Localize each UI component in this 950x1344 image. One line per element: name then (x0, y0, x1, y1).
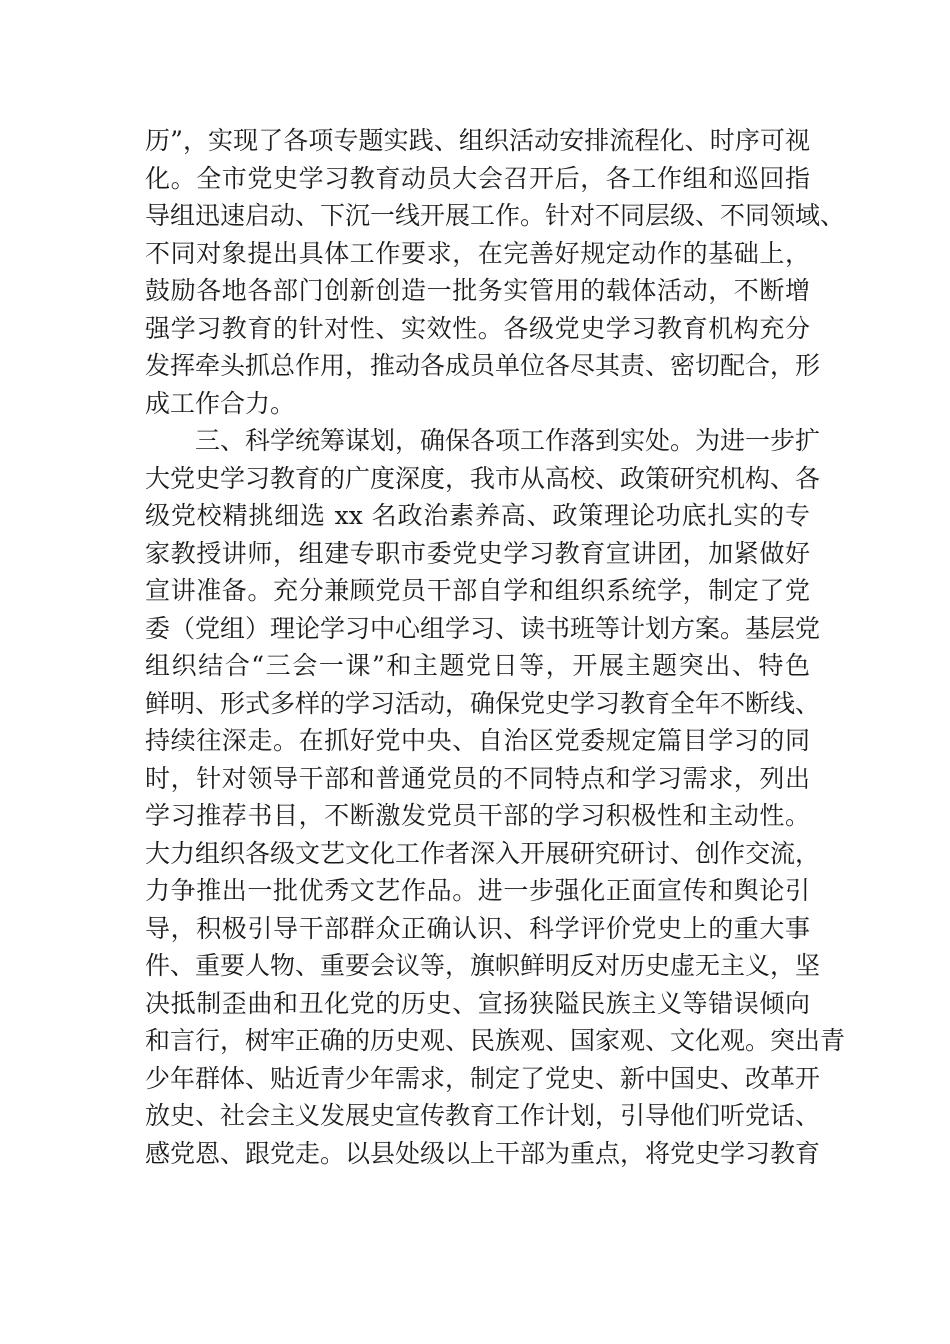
text-line: 委（党组）理论学习中心组学习、读书班等计划方案。基层党 (145, 613, 821, 643)
text-line: 化。全市党史学习教育动员大会召开后，各工作组和巡回指 (145, 163, 810, 193)
text-line: 少年群体、贴近青少年需求，制定了党史、新中国史、改革开 (145, 1063, 821, 1093)
text-line: 和言行，树牢正确的历史观、民族观、国家观、文化观。突出青 (145, 1026, 846, 1055)
text-line: 鼓励各地各部门创新创造一批务实管用的载体活动，不断增 (145, 276, 810, 305)
text-line: 导，积极引导干部群众正确认识、科学评价党史上的重大事 (145, 913, 810, 943)
text-line: 成工作合力。 (145, 388, 296, 418)
text-line: 家教授讲师，组建专职市委党史学习教育宣讲团，加紧做好 (145, 538, 810, 568)
text-line: 力争推出一批优秀文艺作品。进一步强化正面宣传和舆论引 (145, 876, 810, 905)
text-line: 学习推荐书目，不断激发党员干部的学习积极性和主动性。 (145, 801, 810, 830)
section-heading-line: 三、科学统筹谋划，确保各项工作落到实处。为进一步扩 (195, 426, 821, 455)
text-line: 组织结合“三会一课”和主题党日等，开展主题突出、特色 (145, 651, 810, 680)
text-line: 强学习教育的针对性、实效性。各级党史学习教育机构充分 (145, 313, 810, 343)
text-line: 大力组织各级文艺文化工作者深入开展研究研讨、创作交流， (145, 838, 821, 868)
text-line: 放史、社会主义发展史宣传教育工作计划，引导他们听党话、 (145, 1101, 821, 1130)
text-line: 决抵制歪曲和丑化党的历史、宣扬狭隘民族主义等错误倾向 (145, 988, 810, 1018)
text-line: 持续往深走。在抓好党中央、自治区党委规定篇目学习的同 (145, 726, 810, 755)
text-line: 大党史学习教育的广度深度，我市从高校、政策研究机构、各 (145, 463, 821, 493)
text-line: 鲜明、形式多样的学习活动，确保党史学习教育全年不断线、 (145, 688, 821, 718)
text-line: 历”，实现了各项专题实践、组织活动安排流程化、时序可视 (145, 126, 810, 155)
text-line: 级党校精挑细选 xx 名政治素养高、政策理论功底扎实的专 (145, 501, 810, 530)
text-line: 时，针对领导干部和普通党员的不同特点和学习需求，列出 (145, 763, 810, 793)
text-line: 件、重要人物、重要会议等，旗帜鲜明反对历史虚无主义，坚 (145, 951, 821, 980)
text-line: 发挥牵头抓总作用，推动各成员单位各尽其责、密切配合，形 (145, 351, 821, 380)
body-text (145, 122, 846, 1172)
text-line: 不同对象提出具体工作要求，在完善好规定动作的基础上， (145, 238, 810, 268)
text-line: 宣讲准备。充分兼顾党员干部自学和组织系统学，制定了党 (145, 576, 810, 605)
text-line: 感党恩、跟党走。以县处级以上干部为重点，将党史学习教育 (145, 1138, 821, 1168)
text-line: 导组迅速启动、下沉一线开展工作。针对不同层级、不同领域、 (145, 201, 846, 230)
